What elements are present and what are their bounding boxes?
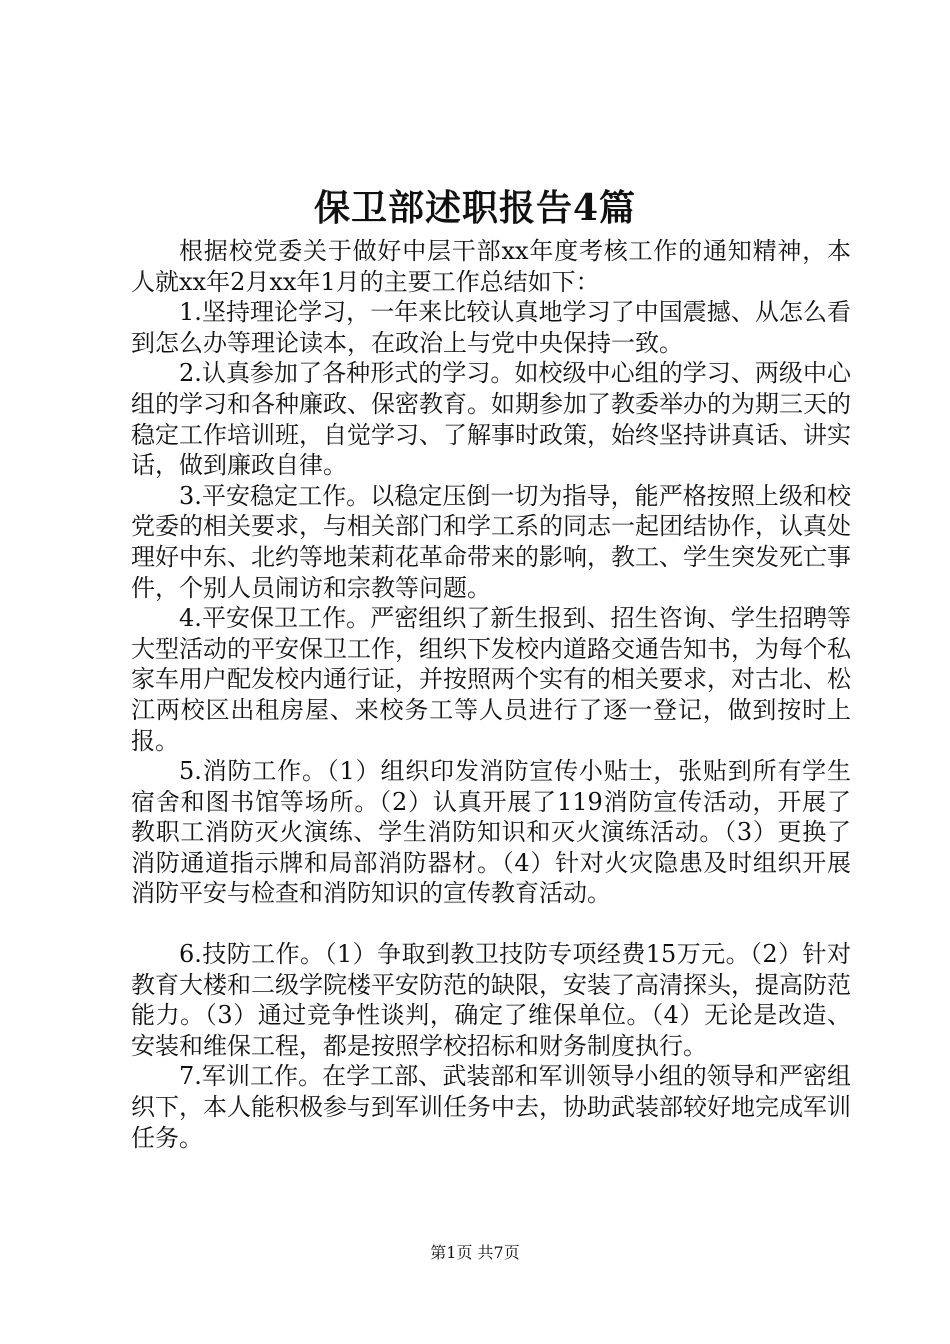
paragraph-tech-defense: 6.技防工作。（1）争取到教卫技防专项经费15万元。（2）针对教育大楼和二级学院楼平安防范的缺限，安装了高清探头，提高防范能力。（3）通过竞争性谈判，确定了维保单位。（4）无论是改造、安装和维保工程，都是按照学校招标和财务制度执行。 — [131, 940, 851, 1060]
paragraph-learning: 2.认真参加了各种形式的学习。如校级中心组的学习、两级中心组的学习和各种廉政、保密教育。如期参加了教委举办的为期三天的稳定工作培训班，自觉学习、了解事时政策，始终坚持讲真话、讲实话，做到廉政自律。 — [131, 359, 851, 480]
intro-paragraph: 根据校党委关于做好中层干部xx年度考核工作的通知精神，本人就xx年2月xx年1月的主要工作总结如下： — [131, 237, 851, 296]
paragraph-military-training: 7.军训工作。在学工部、武装部和军训领导小组的领导和严密组织下，本人能积极参与到军训任务中去，协助武装部较好地完成军训任务。 — [131, 1062, 851, 1152]
paragraph-theory-study: 1.坚持理论学习，一年来比较认真地学习了中国震撼、从怎么看到怎么办等理论读本，在政治上与党中央保持一致。 — [131, 298, 851, 357]
document-body — [131, 236, 851, 1153]
document-title: 保卫部述职报告4篇 — [313, 187, 637, 229]
page-footer: 第1页 共7页 — [430, 1243, 520, 1262]
paragraph-stability: 3.平安稳定工作。以稳定压倒一切为指导，能严格按照上级和校党委的相关要求，与相关部门和学工系的同志一起团结协作，认真处理好中东、北约等地茉莉花革命带来的影响，教工、学生突发死亡事件，个别人员闹访和宗教等问题。 — [131, 481, 851, 602]
paragraph-security: 4.平安保卫工作。严密组织了新生报到、招生咨询、学生招聘等大型活动的平安保卫工作，组织下发校内道路交通告知书，为每个私家车用户配发校内通行证，并按照两个实有的相关要求，对古北、松江两校区出租房屋、来校务工等人员进行了逐一登记，做到按时上报。 — [131, 604, 851, 755]
paragraph-fire-safety: 5.消防工作。（1）组织印发消防宣传小贴士，张贴到所有学生宿舍和图书馆等场所。（2）认真开展了119消防宣传活动，开展了教职工消防灭火演练、学生消防知识和灭火演练活动。（3）更换了消防通道指示牌和局部消防器材。（4）针对火灾隐患及时组织开展消防平安与检查和消防知识的宣传教育活动。 — [131, 757, 851, 908]
